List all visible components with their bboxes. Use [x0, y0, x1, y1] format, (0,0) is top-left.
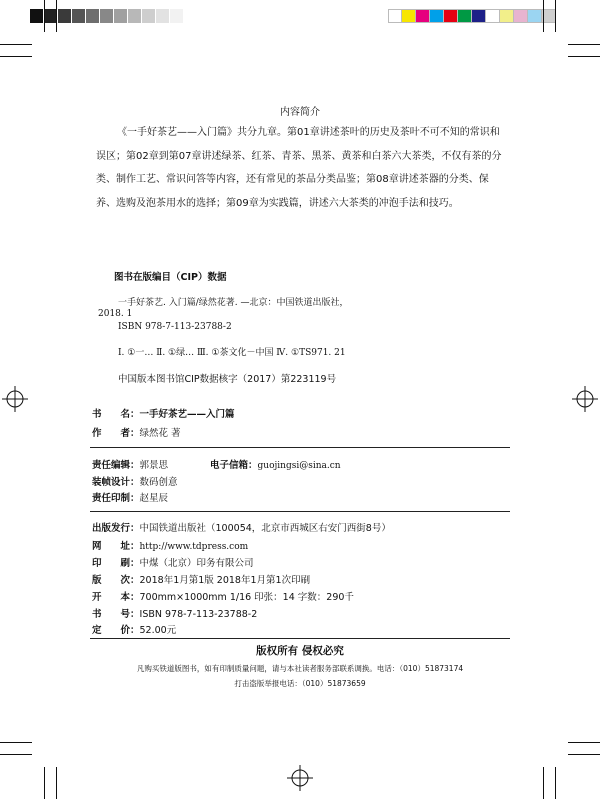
- crop-mark-bottom-right-h2: [568, 742, 600, 743]
- publisher-value: 中国铁道出版社（100054，北京市西城区右安门西街8号）: [139, 523, 391, 534]
- design-label: 装帧设计：: [92, 477, 140, 488]
- crop-mark-bottom-left-h: [0, 754, 32, 755]
- email-label: 电子信箱：: [210, 460, 258, 471]
- publisher-row: [92, 520, 391, 534]
- crop-mark-top-right-h: [568, 44, 600, 45]
- cip-title: 图书在版编目（CIP）数据: [114, 272, 227, 283]
- color-swatch: [388, 9, 402, 23]
- gray-swatch: [100, 9, 114, 23]
- isbn-value: ISBN 978-7-113-23788-2: [139, 609, 258, 620]
- color-swatch: [472, 9, 486, 23]
- divider-line-1: [90, 447, 510, 448]
- color-swatch: [430, 9, 444, 23]
- summary-paragraph: 《一手好茶艺——入门篇》共分九章。第01章讲述茶叶的历史及茶叶不可不知的常识和误区；第02章到第07章讲述绿茶、红茶、青茶、黑茶、黄茶和白茶六大茶类，不仅有茶的分类、制作工艺、常识问答等内容，还有常见的茶品分类品鉴；第08章讲述茶器的分类、保养、选购及泡茶用水的选择；第09章为实践篇，讲述六大茶类的冲泡手法和技巧。: [96, 127, 502, 209]
- color-swatch: [444, 9, 458, 23]
- design-row: [92, 474, 178, 488]
- crop-mark-bottom-left-v: [44, 767, 45, 799]
- divider-line-3: [90, 638, 510, 639]
- isbn-label: 书 号：: [92, 609, 140, 620]
- design-value: 数码创意: [139, 477, 178, 488]
- gray-swatch: [30, 9, 44, 23]
- print-supervisor-label: 责任印制：: [92, 493, 140, 504]
- crop-mark-top-left-h2: [0, 56, 32, 57]
- cip-line-1: 一手好茶艺. 入门篇/绿然花著. —北京：中国铁道出版社，: [118, 298, 349, 308]
- crop-mark-top-right-v2: [543, 0, 544, 32]
- book-author-label: 作 者：: [92, 428, 140, 439]
- color-swatch: [500, 9, 514, 23]
- editor-value: 郭景思: [139, 460, 169, 471]
- book-title-value: 一手好茶艺——入门篇: [139, 409, 235, 420]
- crop-mark-top-left-v: [44, 0, 45, 32]
- gray-swatch: [114, 9, 128, 23]
- color-swatch: [402, 9, 416, 23]
- crop-mark-bottom-left-v2: [56, 767, 57, 799]
- summary-text-block: [96, 121, 506, 215]
- price-value: 52.00元: [139, 625, 177, 636]
- registration-mark-bottom-icon: [287, 765, 313, 791]
- edition-row: [92, 572, 310, 586]
- registration-mark-left-icon: [2, 386, 28, 412]
- gray-swatch: [72, 9, 86, 23]
- summary-title: 内容简介: [280, 107, 320, 118]
- color-swatch: [416, 9, 430, 23]
- book-author-row: [92, 425, 181, 439]
- edition-value: 2018年1月第1版 2018年1月第1次印刷: [139, 575, 311, 586]
- gray-swatch: [156, 9, 170, 23]
- gray-swatch: [170, 9, 184, 23]
- price-row: [92, 622, 176, 636]
- crop-mark-top-left-v2: [56, 0, 57, 32]
- cip-line-2: 2018. 1: [98, 309, 133, 319]
- publisher-label: 出版发行：: [92, 523, 140, 534]
- gray-swatch: [142, 9, 156, 23]
- cip-record-number: 中国版本图书馆CIP数据核字（2017）第223119号: [118, 374, 337, 385]
- website-value: http://www.tdpress.com: [139, 542, 249, 552]
- print-supervisor-row: [92, 490, 168, 504]
- copyright-notice: 版权所有 侵权必究: [256, 645, 344, 657]
- crop-mark-bottom-right-v2: [543, 767, 544, 799]
- website-row: [92, 538, 248, 552]
- gray-swatch: [58, 9, 72, 23]
- printer-label: 印 刷：: [92, 558, 140, 569]
- book-title-label: 书 名：: [92, 409, 140, 420]
- format-row: [92, 589, 354, 603]
- crop-mark-bottom-left-h2: [0, 742, 32, 743]
- email-value: guojingsi@sina.cn: [257, 461, 341, 471]
- color-swatch: [514, 9, 528, 23]
- color-calibration-bar: [388, 9, 556, 23]
- cip-line-3: ISBN 978-7-113-23788-2: [118, 322, 232, 332]
- book-title-row: [92, 406, 235, 420]
- color-swatch: [528, 9, 542, 23]
- service-notice: 凡购买铁道版图书，如有印制质量问题，请与本社读者服务部联系调换。电话：（010）51873174: [136, 664, 464, 673]
- format-label: 开 本：: [92, 592, 140, 603]
- registration-mark-right-icon: [572, 386, 598, 412]
- editor-label: 责任编辑：: [92, 460, 140, 471]
- crop-mark-top-left-h: [0, 44, 32, 45]
- printer-row: [92, 555, 254, 569]
- gray-swatch: [128, 9, 142, 23]
- color-swatch: [458, 9, 472, 23]
- crop-mark-top-right-h2: [568, 56, 600, 57]
- website-label: 网 址：: [92, 541, 140, 552]
- crop-mark-bottom-right-v: [555, 767, 556, 799]
- grayscale-calibration-bar: [30, 9, 184, 23]
- crop-mark-bottom-right-h: [568, 754, 600, 755]
- book-author-value: 绿然花 著: [139, 428, 181, 439]
- cip-line-4: Ⅰ. ①一… Ⅱ. ①绿… Ⅲ. ①茶文化－中国 Ⅳ. ①TS971. 21: [118, 348, 346, 358]
- print-supervisor-value: 赵星辰: [139, 493, 169, 504]
- color-swatch: [486, 9, 500, 23]
- piracy-hotline: 打击盗版举报电话：（010）51873659: [234, 679, 366, 688]
- edition-label: 版 次：: [92, 575, 140, 586]
- format-value: 700mm×1000mm 1/16 印张：14 字数：290千: [139, 592, 354, 603]
- crop-mark-top-right-v: [555, 0, 556, 32]
- price-label: 定 价：: [92, 625, 140, 636]
- gray-swatch: [86, 9, 100, 23]
- email-row: [210, 457, 341, 471]
- editor-row: [92, 457, 168, 471]
- isbn-row: [92, 606, 257, 620]
- color-swatch: [542, 9, 556, 23]
- printer-value: 中煤（北京）印务有限公司: [139, 558, 254, 569]
- divider-line-2: [90, 511, 510, 512]
